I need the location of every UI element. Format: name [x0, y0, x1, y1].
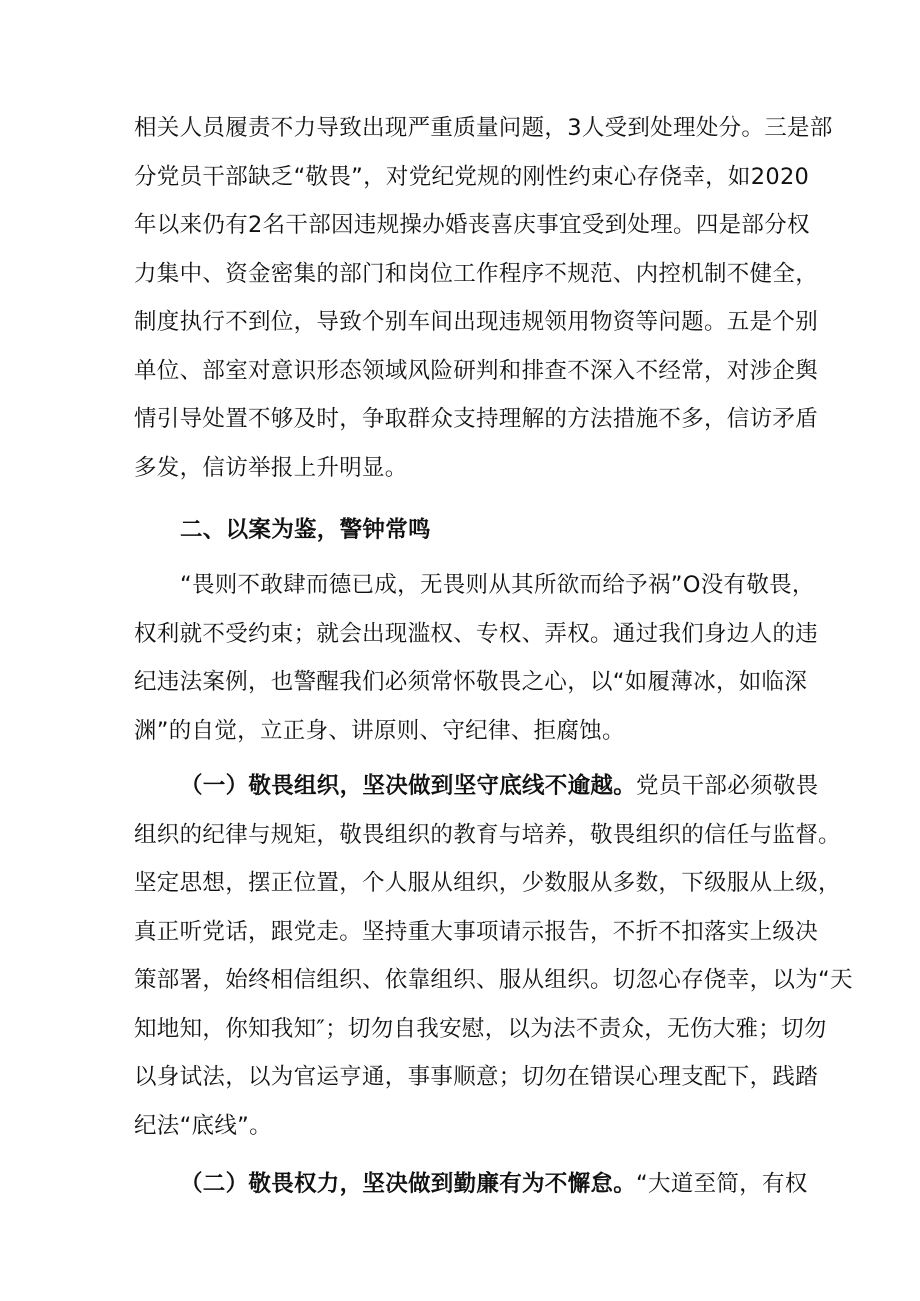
text-line: 制度执行不到位，导致个别车间出现违规领用物资等问题。五是个别: [134, 309, 819, 335]
text-line: 纪违法案例，也警醒我们必须常怀敬畏之心，以“如履薄冰，如临深: [134, 669, 808, 695]
paragraph-lead-rest: 党员干部必须敬畏: [636, 773, 819, 799]
text-line: 权利就不受约束；就会出现滥权、专权、弄权。通过我们身边人的违: [134, 620, 819, 647]
text-line: “畏则不敢肆而德已成，无畏则从其所欲而给予祸”O没有敬畏，: [180, 572, 815, 598]
text-line: 知地知，你知我知″；切勿自我安慰，以为法不责众，无伤大雅；切勿: [134, 1015, 827, 1042]
paragraph-lead-rest: “大道至简，有权: [636, 1171, 808, 1197]
text-line: 纪法“底线”。: [134, 1112, 272, 1139]
paragraph-4: [134, 1160, 808, 1209]
text-line: 情引导处置不够及时，争取群众支持理解的方法措施不多，信访矛盾: [134, 406, 819, 432]
text-line: 多发，信访举报上升明显。: [134, 454, 408, 481]
text-line: 相关人员履责不力导致出现严重质量问题，3人受到处理处分。三是部: [134, 115, 833, 141]
text-line: 分党员干部缺乏“敬畏”，对党纪党规的刚性约束心存侥幸，如2020: [134, 163, 810, 190]
text-line: 组织的纪律与规矩，敬畏组织的教育与培养，敬畏组织的信任与监督。: [134, 821, 841, 848]
section-heading: 二、以案为鉴，警钟常鸣: [180, 517, 431, 543]
text-line: 以身试法，以为官运亨通，事事顺意；切勿在错误心理支配下，践踏: [134, 1064, 819, 1090]
text-line: [134, 1160, 808, 1209]
text-line: 年以来仍有2名干部因违规操办婚丧喜庆事宜受到处理。四是部分权: [134, 212, 810, 238]
paragraph-lead: （一）敬畏组织，坚决做到坚守底线不逾越。: [180, 773, 637, 799]
text-line: 渊”的自觉，立正身、讲原则、守纪律、拒腐蚀。: [134, 717, 625, 744]
text-line: [134, 762, 819, 811]
text-line: 真正听党话，跟党走。坚持重大事项请示报告，不折不扣落实上级决: [134, 918, 819, 945]
paragraph-lead: （二）敬畏权力，坚决做到勤廉有为不懈怠。: [180, 1171, 637, 1197]
text-line: 坚定思想，摆正位置，个人服从组织，少数服从多数，下级服从上级，: [134, 870, 841, 896]
paragraph-3: [134, 762, 853, 1150]
paragraph-1: [134, 104, 833, 492]
text-line: 单位、部室对意识形态领域风险研判和排查不深入不经常，对涉企舆: [134, 357, 819, 384]
text-line: 策部署，始终相信组织、依靠组织、服从组织。切忽心存侥幸，以为“天: [134, 967, 853, 993]
text-line: 力集中、资金密集的部门和岗位工作程序不规范、内控机制不健全，: [134, 260, 819, 287]
paragraph-2: [134, 561, 819, 755]
